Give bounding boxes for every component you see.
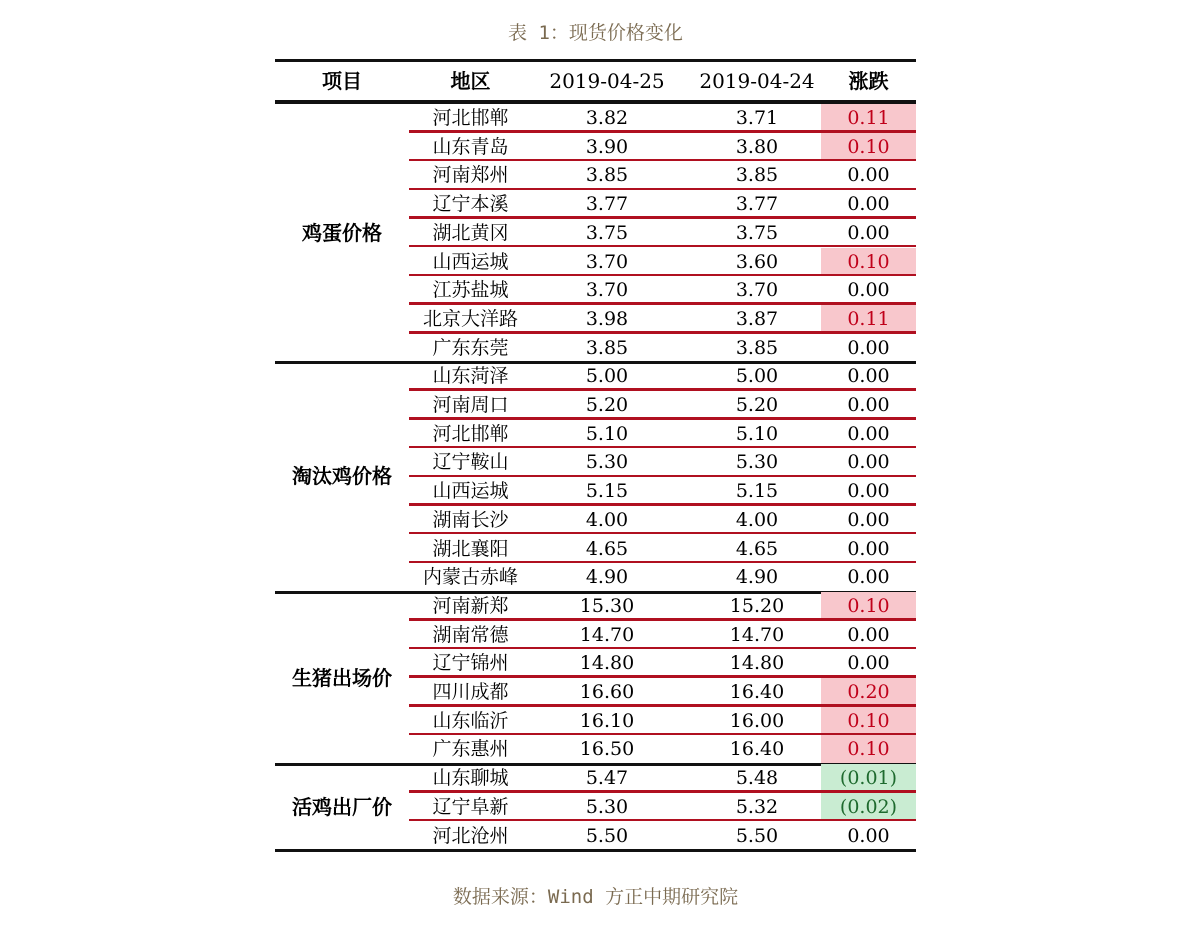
price-date1-cell: 3.75 [585, 221, 629, 244]
region-cell: 山东聊城 [432, 767, 509, 790]
region-cell: 河北邯郸 [432, 107, 509, 129]
price-date2-cell: 5.32 [735, 795, 779, 818]
price-date1-cell: 3.85 [585, 164, 629, 187]
price-date2-cell: 3.60 [735, 250, 779, 273]
price-date2-cell: 5.00 [735, 365, 779, 388]
change-cell: 0.10 [821, 707, 916, 736]
change-cell: 0.00 [847, 566, 890, 589]
region-cell: 湖北襄阳 [432, 537, 509, 560]
price-date1-cell: 16.50 [579, 738, 635, 761]
change-cell: 0.10 [821, 248, 916, 277]
region-cell: 辽宁阜新 [432, 795, 509, 818]
price-date1-cell: 5.47 [585, 767, 629, 790]
price-date1-cell: 14.70 [579, 623, 635, 646]
table-top-rule [275, 59, 916, 62]
region-cell: 河南周口 [432, 394, 509, 416]
price-date2-cell: 3.87 [735, 307, 779, 330]
header-item: 项目 [322, 69, 362, 93]
table-caption: 表 1：现货价格变化 [508, 22, 683, 44]
header-date-1: 2019-04-25 [549, 69, 665, 93]
price-date2-cell: 3.80 [735, 135, 779, 158]
price-date1-cell: 5.15 [585, 480, 629, 503]
price-date2-cell: 16.40 [729, 681, 785, 703]
region-cell: 江苏盐城 [432, 279, 509, 302]
region-cell: 河北沧州 [432, 824, 509, 847]
region-cell: 北京大洋路 [422, 307, 518, 330]
price-date1-cell: 3.98 [585, 307, 629, 330]
price-date1-cell: 3.90 [585, 135, 629, 158]
price-date1-cell: 14.80 [579, 652, 635, 675]
change-cell: 0.00 [847, 652, 890, 675]
price-date2-cell: 3.85 [735, 164, 779, 187]
price-date1-cell: 5.50 [585, 824, 629, 847]
price-date1-cell: 3.82 [585, 107, 629, 129]
change-cell: 0.00 [847, 279, 890, 302]
price-date1-cell: 5.30 [585, 795, 629, 818]
group-label: 淘汰鸡价格 [292, 464, 392, 489]
change-cell: (0.01) [821, 764, 916, 793]
change-cell: (0.02) [821, 793, 916, 822]
region-cell: 辽宁锦州 [432, 652, 509, 675]
price-date2-cell: 5.48 [735, 767, 779, 790]
group-label: 活鸡出厂价 [292, 795, 392, 820]
price-date2-cell: 5.50 [735, 824, 779, 847]
change-cell: 0.00 [847, 422, 890, 445]
region-cell: 山西运城 [432, 480, 509, 503]
price-date1-cell: 5.10 [585, 422, 629, 445]
change-cell: 0.10 [821, 133, 916, 162]
region-cell: 山东青岛 [432, 135, 509, 158]
price-date2-cell: 5.15 [735, 480, 779, 503]
change-cell: 0.20 [821, 678, 916, 707]
price-date2-cell: 16.40 [729, 738, 785, 761]
region-cell: 山西运城 [432, 250, 509, 273]
region-cell: 辽宁本溪 [432, 193, 509, 216]
price-date1-cell: 16.10 [579, 709, 635, 732]
region-cell: 河南新郑 [432, 594, 509, 617]
price-date2-cell: 3.71 [735, 107, 779, 129]
price-date2-cell: 14.80 [729, 652, 785, 675]
price-date2-cell: 3.75 [735, 221, 779, 244]
price-date2-cell: 3.85 [735, 336, 779, 359]
region-cell: 内蒙古赤峰 [422, 566, 518, 589]
price-date1-cell: 4.65 [585, 537, 629, 560]
price-date2-cell: 15.20 [729, 594, 785, 617]
change-cell: 0.11 [821, 104, 916, 133]
price-date1-cell: 3.70 [585, 279, 629, 302]
header-region: 地区 [450, 69, 491, 93]
region-cell: 湖南常德 [432, 623, 509, 646]
change-cell: 0.00 [847, 193, 890, 216]
group-separator-rule [275, 849, 916, 852]
region-cell: 广东惠州 [432, 738, 509, 761]
group-label: 鸡蛋价格 [302, 221, 382, 245]
price-date1-cell: 3.77 [585, 193, 629, 216]
change-cell: 0.00 [847, 451, 890, 474]
price-date1-cell: 16.60 [579, 681, 635, 703]
change-cell: 0.00 [847, 623, 890, 646]
change-cell: 0.00 [847, 824, 890, 847]
price-date1-cell: 5.20 [585, 394, 629, 416]
region-cell: 广东东莞 [432, 336, 509, 359]
region-cell: 河南郑州 [432, 164, 509, 187]
change-cell: 0.00 [847, 537, 890, 560]
price-date1-cell: 3.70 [585, 250, 629, 273]
region-cell: 河北邯郸 [432, 422, 509, 445]
region-cell: 山东菏泽 [432, 365, 509, 388]
change-cell: 0.11 [821, 305, 916, 334]
price-date1-cell: 4.90 [585, 566, 629, 589]
price-date2-cell: 5.10 [735, 422, 779, 445]
price-date1-cell: 5.00 [585, 365, 629, 388]
price-date1-cell: 4.00 [585, 508, 629, 531]
change-cell: 0.00 [847, 365, 890, 388]
group-label: 生猪出场价 [292, 665, 392, 690]
price-date2-cell: 5.30 [735, 451, 779, 474]
region-cell: 辽宁鞍山 [432, 451, 509, 474]
region-cell: 四川成都 [432, 681, 509, 703]
price-date1-cell: 15.30 [579, 594, 635, 617]
change-cell: 0.10 [821, 735, 916, 764]
source-note: 数据来源：Wind 方正中期研究院 [452, 886, 739, 908]
region-cell: 湖南长沙 [432, 508, 509, 531]
region-cell: 山东临沂 [432, 709, 509, 732]
price-date1-cell: 5.30 [585, 451, 629, 474]
price-date1-cell: 3.85 [585, 336, 629, 359]
header-date-2: 2019-04-24 [699, 69, 815, 93]
price-date2-cell: 5.20 [735, 394, 779, 416]
change-cell: 0.00 [847, 508, 890, 531]
price-date2-cell: 3.77 [735, 193, 779, 216]
change-cell: 0.00 [847, 480, 890, 503]
price-date2-cell: 14.70 [729, 623, 785, 646]
price-date2-cell: 4.90 [735, 566, 779, 589]
region-cell: 湖北黄冈 [432, 221, 509, 244]
change-cell: 0.00 [847, 221, 890, 244]
price-date2-cell: 16.00 [729, 709, 785, 732]
price-date2-cell: 4.00 [735, 508, 779, 531]
header-change: 涨跌 [848, 69, 889, 93]
change-cell: 0.00 [847, 164, 890, 187]
change-cell: 0.10 [821, 592, 916, 621]
change-cell: 0.00 [847, 394, 890, 416]
change-cell: 0.00 [847, 336, 890, 359]
price-date2-cell: 3.70 [735, 279, 779, 302]
price-date2-cell: 4.65 [735, 537, 779, 560]
